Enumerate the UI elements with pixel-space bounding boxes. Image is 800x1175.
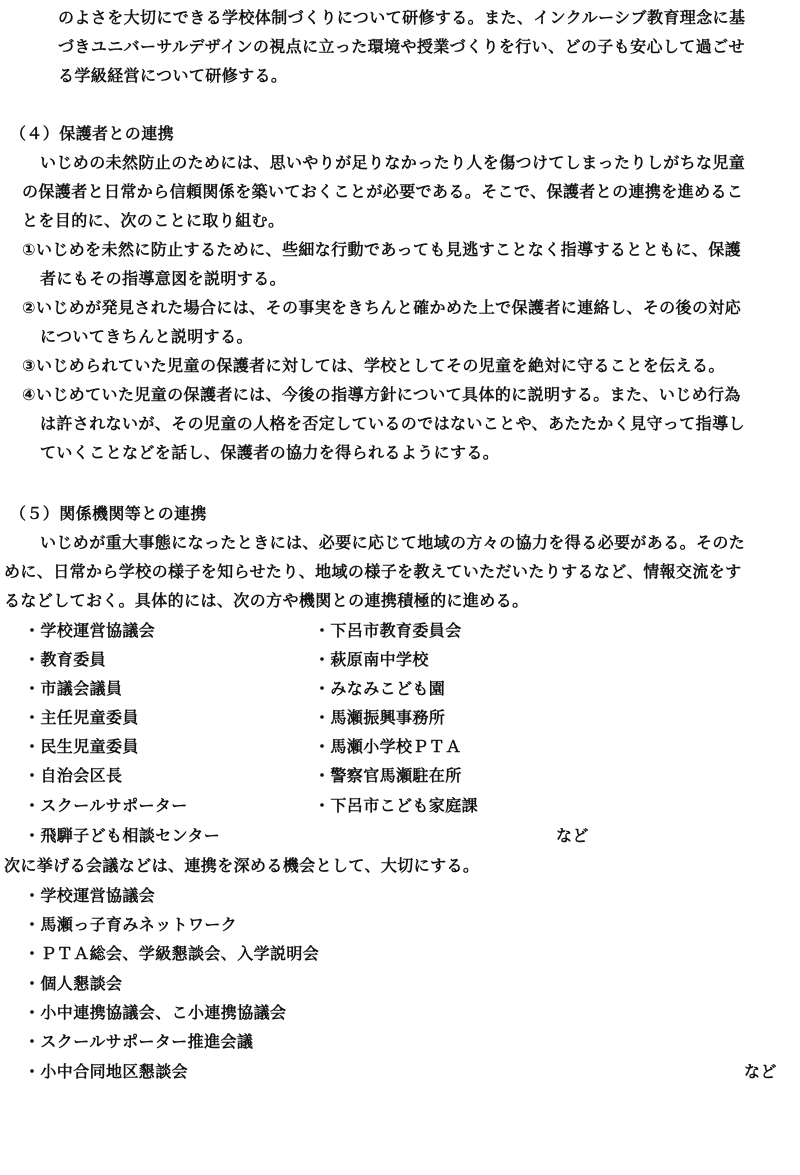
intro-line-3: る学級経営について研修する。 xyxy=(58,66,288,85)
partner-right-2: ・萩原南中学校 xyxy=(314,650,429,669)
partner-left-7: ・スクールサポーター xyxy=(24,796,188,815)
section4-item-1-line-1: ①いじめを未然に防止するために、些細な行動であっても見逃すことなく指導するとともに、保護 xyxy=(22,240,741,259)
partner-right-6: ・警察官馬瀬駐在所 xyxy=(314,766,462,785)
partner-left-6: ・自治会区長 xyxy=(24,766,123,785)
section4-item-2-line-1: ②いじめが発見された場合には、その事実をきちんと確かめた上で保護者に連絡し、その後の対応 xyxy=(22,298,742,317)
intro-line-1: のよさを大切にできる学校体制づくりについて研修する。また、インクルーシブ教育理念に基 xyxy=(58,8,746,27)
partner-left-1: ・学校運営協議会 xyxy=(24,621,156,640)
section5-paragraph-line-1: いじめが重大事態になったときには、必要に応じて地域の方々の協力を得る必要がある。そのた xyxy=(40,533,746,552)
meeting-2: ・馬瀬っ子育みネットワーク xyxy=(24,915,238,934)
section4-paragraph-line-2: の保護者と日常から信頼関係を築いておくことが必要である。そこで、保護者との連携を進めるこ xyxy=(22,182,744,201)
partner-right-5: ・馬瀬小学校ＰＴＡ xyxy=(314,737,462,756)
meeting-6: ・スクールサポーター推進会議 xyxy=(24,1032,254,1051)
intro-line-2: づきユニバーサルデザインの視点に立った環境や授業づくりを行い、どの子も安心して過ごせ xyxy=(58,37,745,56)
partner-left-2: ・教育委員 xyxy=(24,650,107,669)
meeting-3: ・ＰＴＡ総会、学級懇談会、入学説明会 xyxy=(24,944,320,963)
section5-heading: （５）関係機関等との連携 xyxy=(10,504,207,523)
partner-left-4: ・主任児童委員 xyxy=(24,708,139,727)
section4-item-4-line-2: は許されないが、その児童の人格を否定しているのではないことや、あたたかく見守って指導し xyxy=(40,414,745,433)
section4-item-4-line-1: ④いじめていた児童の保護者には、今後の指導方針について具体的に説明する。また、いじめ行為 xyxy=(22,385,741,404)
section5-paragraph-line-3: るなどしておく。具体的には、次の方や機関との連携積極的に進める。 xyxy=(4,591,529,610)
meetings-intro: 次に挙げる会議などは、連携を深める機会として、大切にする。 xyxy=(4,856,480,875)
section5-paragraph-line-2: めに、日常から学校の様子を知らせたり、地域の様子を教えていただいたりするなど、情報交流をす xyxy=(4,562,742,581)
section4-paragraph-line-1: いじめの未然防止のためには、思いやりが足りなかったり人を傷つけてしまったりしがちな児童 xyxy=(40,153,746,172)
section4-heading: （４）保護者との連携 xyxy=(10,124,175,143)
meeting-7: ・小中合同地区懇談会 xyxy=(24,1062,189,1081)
section4-item-4-line-3: ていくことなどを話し、保護者の協力を得られるようにする。 xyxy=(40,443,500,462)
meeting-5: ・小中連携協議会、こ小連携協議会 xyxy=(24,1003,287,1022)
partner-left-3: ・市議会議員 xyxy=(24,679,123,698)
section4-paragraph-line-3: とを目的に、次のことに取り組む。 xyxy=(22,211,285,230)
partner-left-8: ・飛騨子ども相談センター xyxy=(24,826,221,845)
partner-right-3: ・みなみこども園 xyxy=(314,679,446,698)
meeting-4: ・個人懇談会 xyxy=(24,974,123,993)
meeting-1: ・学校運営協議会 xyxy=(24,886,156,905)
section4-item-1-line-2: 者にもその指導意図を説明する。 xyxy=(40,269,287,288)
section4-item-2-line-2: についてきちんと説明する。 xyxy=(40,327,253,346)
partners-etc: など xyxy=(556,826,589,845)
partner-right-1: ・下呂市教育委員会 xyxy=(314,621,462,640)
partner-right-4: ・馬瀬振興事務所 xyxy=(314,708,446,727)
partner-left-5: ・民生児童委員 xyxy=(24,737,139,756)
meetings-etc: など xyxy=(744,1062,777,1081)
partner-right-7: ・下呂市こども家庭課 xyxy=(314,796,479,815)
section4-item-3-line-1: ③いじめられていた児童の保護者に対しては、学校としてその児童を絶対に守ることを伝える。 xyxy=(22,356,725,375)
